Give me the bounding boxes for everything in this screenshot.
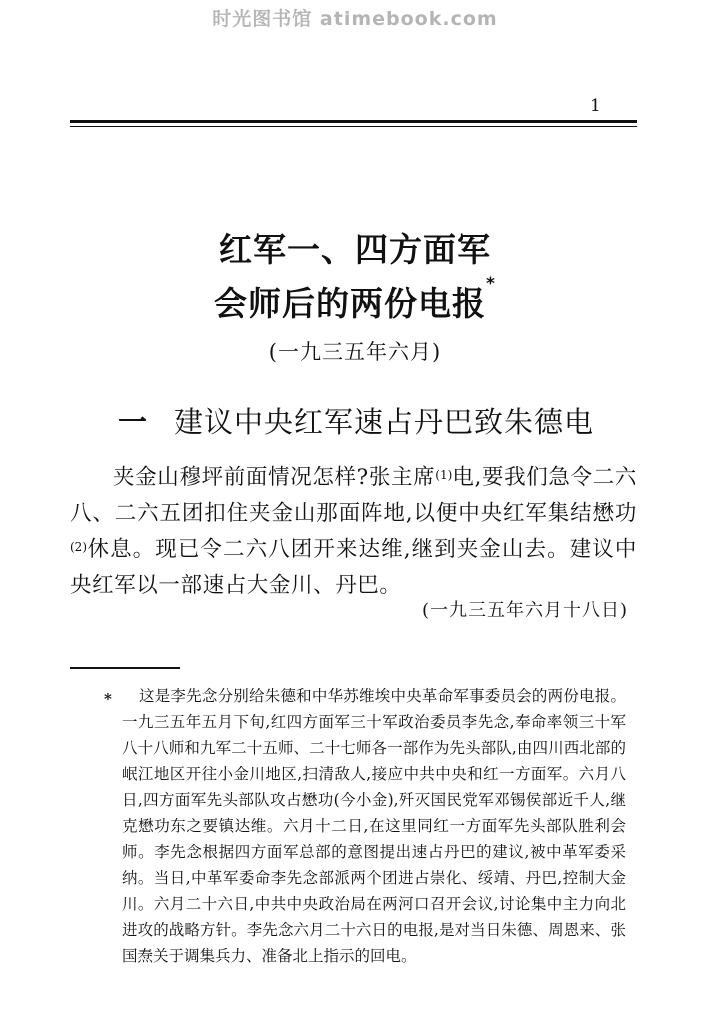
header-rule-thick	[70, 120, 637, 123]
signoff-date: (一九三五年六月十八日)	[421, 600, 628, 621]
title-line-1: 红军一、四方面军	[219, 230, 491, 269]
title-line-2	[0, 274, 710, 325]
title-line-2-text: 会师后的两份电报	[214, 284, 487, 323]
section-heading-text: 建议中央红军速占丹巴致朱德电	[174, 405, 595, 439]
footnote-marker: *	[104, 690, 112, 708]
header-rule-thin	[70, 126, 637, 127]
note-ref-1: (1)	[435, 468, 453, 482]
body-text-part-2: 电,要我们急令二六八、二六五团扣住夹金山那面阵地,以便中央红军集结懋功	[70, 465, 637, 526]
footnote-text: 这是李先念分别给朱德和中华苏维埃中央革命军事委员会的两份电报。一九三五年五月下旬,红四方面军三十军政治委员李先念,奉命率领三十军八十八师和九军二十五师、二十七师各一部作为先头部队,由四川西北部的岷江地区开往小金川地区,扫清敌人,接应中共中央和红一方面军。六月八日,四方面军先头部队攻占懋功(今小金),歼灭国民党军邓锡侯部近千人,继克懋功东之要镇达维。六月十二日,在这里同红一方面军先头部队胜利会师。李先念根据四方面军总部的意图提出速占丹巴的建议,被中革军委采纳。当日,中革军委命李先念部派两个团进占崇化、绥靖、丹巴,控制大金川。六月二十六日,中共中央政治局在两河口召开会议,讨论集中主力向北进攻的战略方针。李先念六月二十六日的电报,是对当日朱德、周恩来、张国焘关于调集兵力、准备北上指示的回电。	[122, 687, 626, 965]
date-line: (一九三五年六月)	[268, 340, 442, 364]
footnote-rule	[70, 667, 180, 669]
section-number: 一	[118, 405, 149, 439]
body-text-part-1: 夹金山穆坪前面情况怎样?张主席	[113, 465, 436, 490]
note-ref-2: (2)	[70, 540, 87, 554]
page-number: 1	[590, 96, 601, 116]
body-text-part-3: 休息。现已令二六八团开来达维,继到夹金山去。建议中央红军以一部速占大金川、丹巴。	[70, 537, 637, 598]
title-footnote-mark: *	[486, 274, 496, 294]
watermark: 时光图书馆 atimebook.com	[212, 8, 498, 30]
body-paragraph	[70, 460, 637, 604]
section-heading	[118, 400, 594, 441]
